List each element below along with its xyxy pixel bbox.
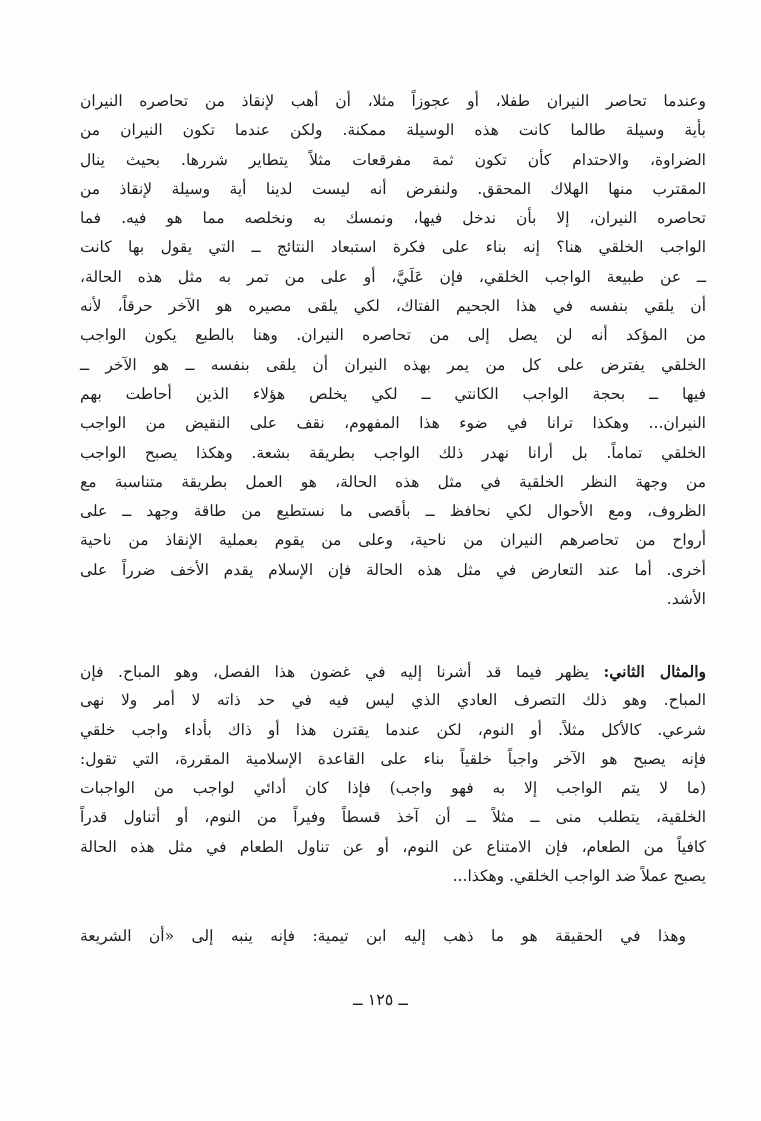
- text-line: أرواح من تحاصرهم النيران من ناحية، وعلى من يقوم بعملية الإنقاذ من ناحية: [80, 531, 706, 550]
- text-line: أن يلقي بنفسه في هذا الجحيم الفتاك، لكي يلقى مصيره هو الآخر حرقاً، لأنه: [80, 297, 706, 316]
- text-line: فيها ــ بحجة الواجب الكانتي ــ لكي يخلص هؤلاء الذين أحاطت بهم: [80, 384, 706, 403]
- example-heading: والمثال الثاني:: [603, 662, 706, 681]
- text-line: فإنه يصبح هو الآخر واجباً خلقياً بناء على القاعدة الإسلامية المقررة، التي تقول:: [80, 749, 706, 768]
- text-line: من وجهة النظر الخلقية في مثل هذه الحالة، هو العمل بطريقة متناسبة مع: [80, 472, 706, 491]
- paragraph-3: [80, 922, 706, 951]
- text-line: النيران... وهكذا ترانا في ضوء هذا المفهوم، نقف على النقيض من الواجب: [80, 414, 706, 433]
- text-line: شرعي. كالأكل مثلاً. أو النوم، لكن عندما يقترن هذا أو ذاك بأداء واجب خلقي: [80, 720, 706, 739]
- text-line: بأية وسيلة طالما كانت هذه الوسيلة ممكنة. ولكن عندما تكون النيران من: [80, 121, 706, 140]
- paragraph-2: [80, 657, 706, 891]
- text-line: كافياً من الطعام، فإن الامتناع عن النوم، أو عن تناول الطعام في مثل هذه الحالة: [80, 837, 706, 856]
- text-line: تحاصره النيران، إلا بأن ندخل فيها، ونمسك به ونخلصه مما هو فيه. فما: [80, 209, 706, 228]
- text-line: وعندما تحاصر النيران طفلا، أو عجوزاً مثلا، أن أهب لإنقاذ من تحاصره النيران: [80, 92, 706, 110]
- text-line: المقترب منها الهلاك المحقق. ولنفرض أنه ليست لدينا أية وسيلة لإنقاذ من: [80, 179, 706, 198]
- text-line: [80, 657, 706, 686]
- text-line: يصبح عملاً ضد الواجب الخلقي. وهكذا...: [452, 867, 706, 886]
- text-line: المباح. وهو ذلك التصرف العادي الذي ليس فيه في حد ذاته لا أمر ولا نهى: [80, 691, 706, 710]
- text-line: وهذا في الحقيقة هو ما ذهب إليه ابن تيمية: فإنه ينبه إلى «أن الشريعة: [80, 927, 686, 945]
- text-line: ــ عن طبيعة الواجب الخلقي، فإن عَلَيَّ، أو على من تمر به مثل هذه الحالة،: [80, 267, 706, 286]
- text-line: الخلقي تماماً. بل أرانا نهدر ذلك الواجب بطريقة بشعة. وهكذا يصبح الواجب: [80, 443, 706, 462]
- page-number: ــ ١٢٥ ــ: [353, 990, 408, 1009]
- text-line: الواجب الخلقي هنا؟ إنه بناء على فكرة استبعاد النتائج ــ التي يقول بها كانت: [80, 238, 706, 257]
- text-line: الخلقية، يتطلب منى ــ مثلاً ــ أن آخذ قسطاً وفيراً من النوم، أو أتناول قدراً: [80, 808, 706, 827]
- text-span: يظهر فيما قد أشرنا إليه في غضون هذا الفصل، وهو المباح. فإن: [80, 663, 604, 681]
- paragraph-1: [80, 87, 706, 614]
- text-line: من المؤكد أنه لن يصل إلى من تحاصره النيران. وهنا بالطبع يكون الواجب: [80, 326, 706, 345]
- text-line: الضراوة، والاحتدام كأن تكون ثمة مفرقعات مثلاً يتطاير شررها. بحيث ينال: [80, 150, 706, 169]
- text-line: الأشد.: [666, 590, 706, 609]
- text-line: الخلقي يفترض على كل من يمر بهذه النيران أن يلقى بنفسه ــ هو الآخر ــ: [80, 355, 706, 374]
- text-line: أخرى. أما عند التعارض في مثل هذه الحالة فإن الإسلام يقدم الأخف ضرراً على: [80, 560, 706, 579]
- text-line: الظروف، ومع الأحوال لكي نحافظ ــ بأقصى ما نستطيع من طاقة وجهد ــ على: [80, 502, 706, 521]
- text-line: (ما لا يتم الواجب إلا به فهو واجب) فإذا كان أدائي لواجب من الواجبات: [80, 779, 706, 798]
